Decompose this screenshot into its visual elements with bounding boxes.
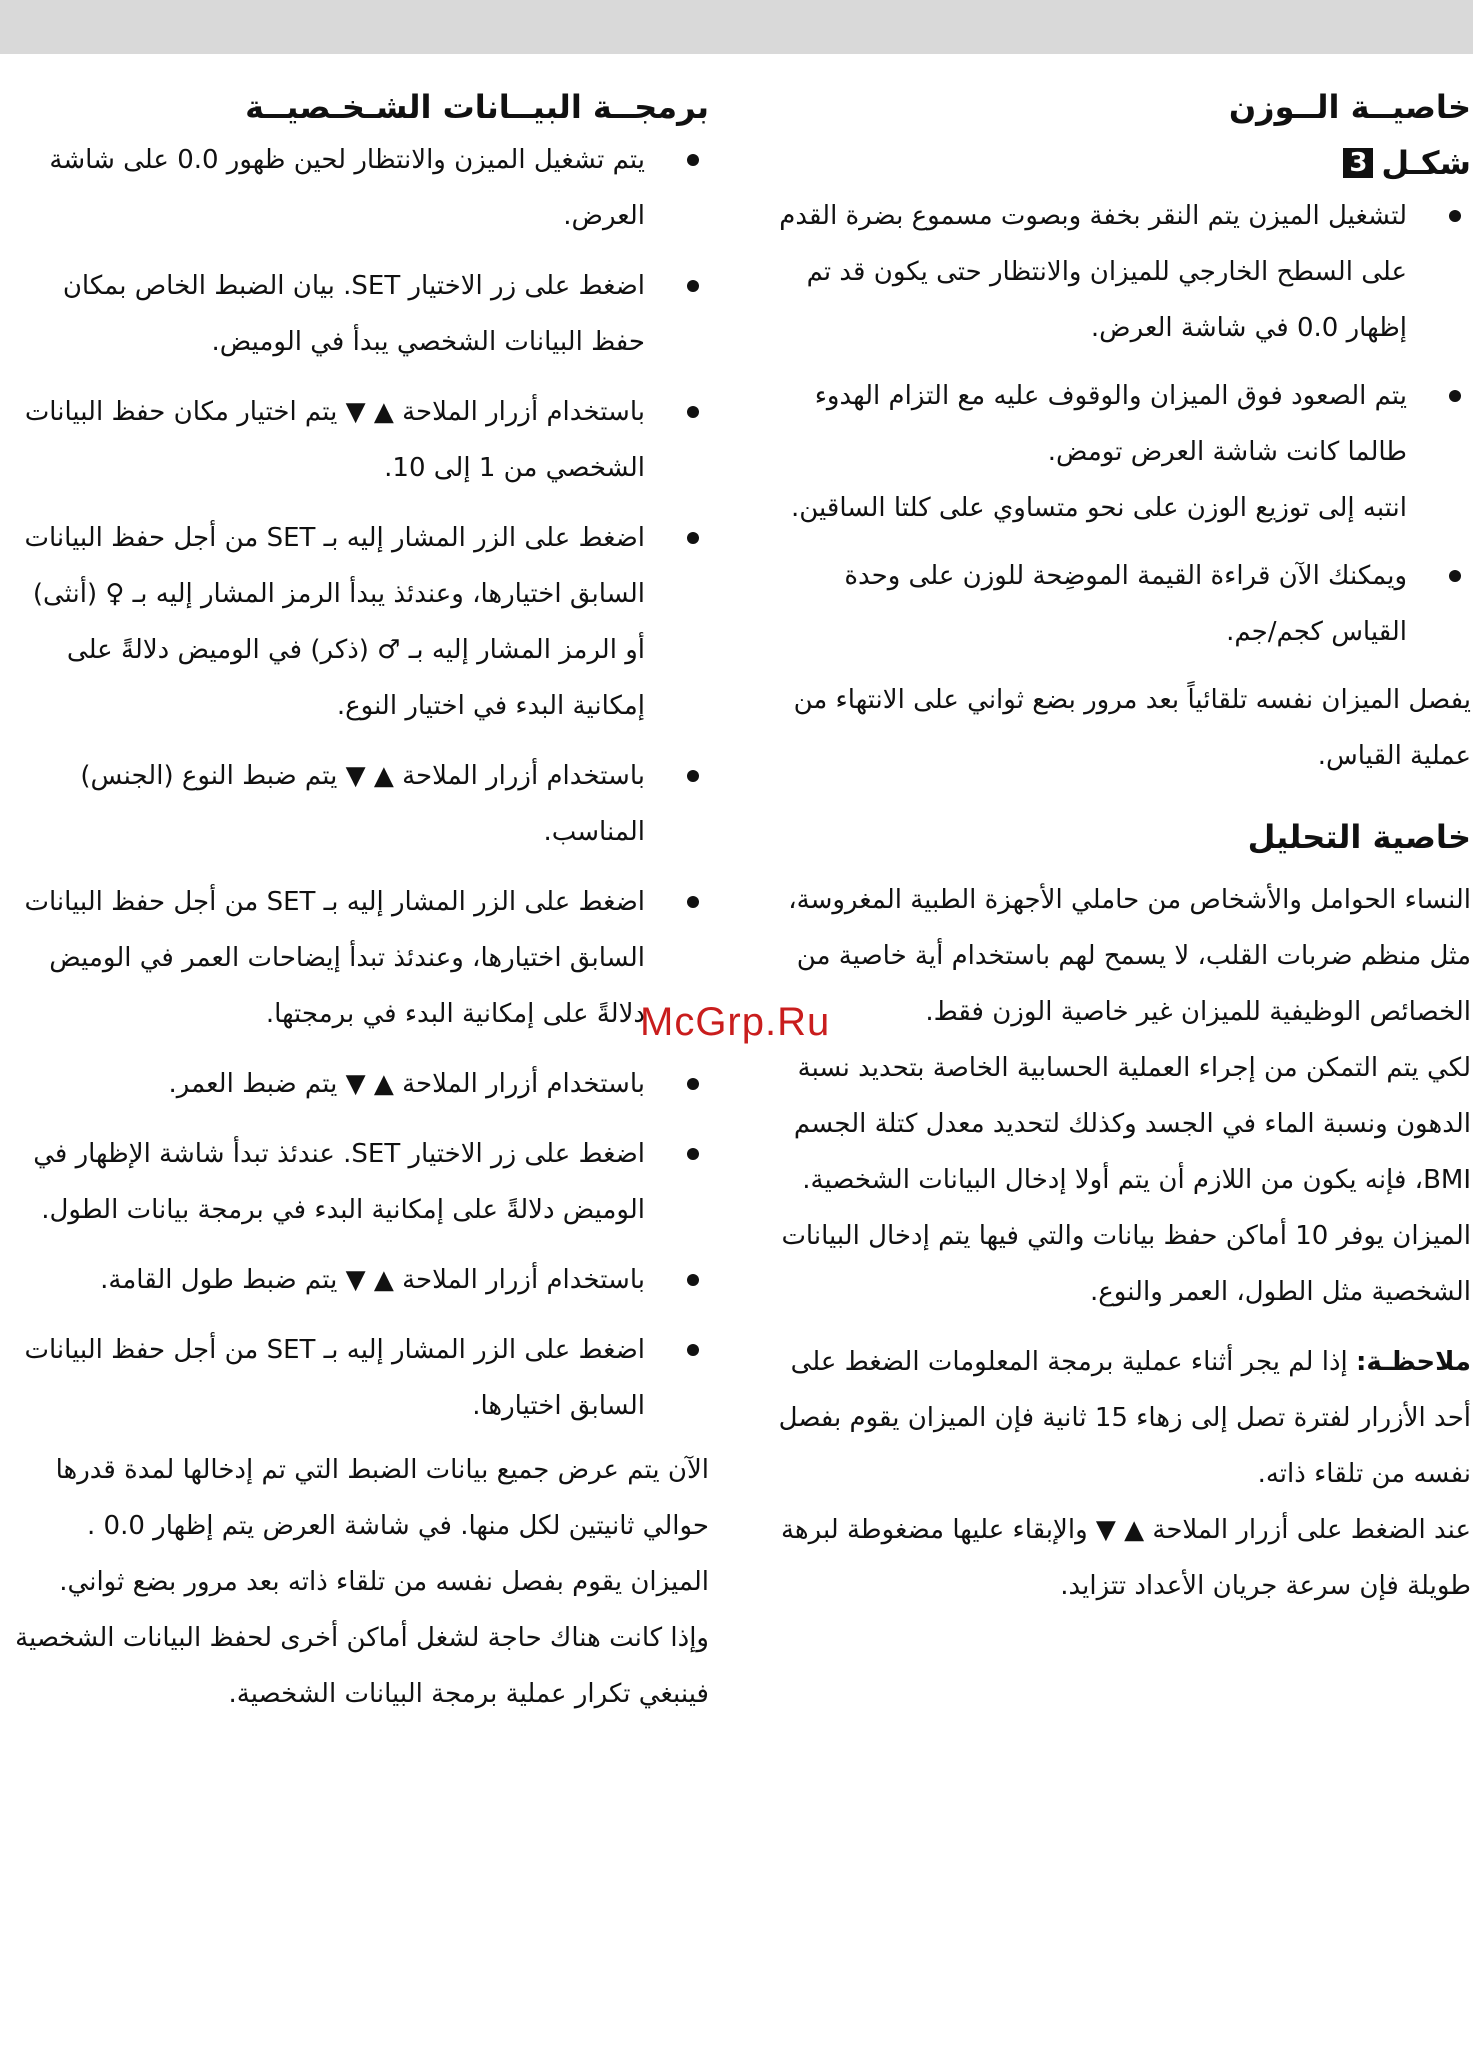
programming-step-5: باستخدام أزرار الملاحة ▲ ▼ يتم ضبط النوع (الجنس) المناسب.: [5, 748, 709, 860]
bullet-dot-icon: [687, 154, 699, 166]
figure-label: شكـل: [1381, 144, 1471, 182]
programming-step-4: اضغط على الزر المشار إليه بـ SET من أجل حفظ البيانات السابق اختيارها، وعندئذ يبدأ الرمز المشار إليه بـ ♀ (أنثى) أو الرمز المشار إليه بـ ♂ (ذكر) في الوميض دلالةً على إمكانية البدء في اختيار النوع.: [5, 510, 709, 734]
note-paragraph: [771, 1334, 1471, 1502]
weight-distribution-note: انتبه إلى توزيع الوزن على نحو متساوي على كلتا الساقين.: [791, 493, 1407, 523]
watermark-text: McGrp.Ru: [640, 1000, 831, 1044]
programming-step-3: باستخدام أزرار الملاحة ▲ ▼ يتم اختيار مكان حفظ البيانات الشخصي من 1 إلى 10.: [5, 384, 709, 496]
figure-number: 3: [1343, 148, 1373, 178]
bullet-dot-icon: [687, 406, 699, 418]
programming-step-8: اضغط على زر الاختيار SET. عندئذ تبدأ شاشة الإظهار في الوميض دلالةً على إمكانية البدء في برمجة بيانات الطول.: [5, 1126, 709, 1238]
bullet-dot-icon: [687, 1344, 699, 1356]
auto-off-paragraph: يفصل الميزان نفسه تلقائياً بعد مرور بضع ثواني على الانتهاء من عملية القياس.: [793, 685, 1471, 771]
top-header-band: [0, 0, 1473, 54]
bullet-dot-icon: [687, 1078, 699, 1090]
weight-step-3: ويمكنك الآن قراءة القيمة الموضِحة للوزن على وحدة القياس كجم/جم.: [771, 548, 1471, 660]
bullet-dot-icon: [687, 280, 699, 292]
weight-feature-column: [771, 82, 1471, 1614]
programming-step-10: اضغط على الزر المشار إليه بـ SET من أجل حفظ البيانات السابق اختيارها.: [5, 1322, 709, 1434]
programming-step-7: باستخدام أزرار الملاحة ▲ ▼ يتم ضبط العمر.: [5, 1056, 709, 1112]
programming-step-1: يتم تشغيل الميزن والانتظار لحين ظهور 0.0 على شاشة العرض.: [5, 132, 709, 244]
analysis-paragraph-1: النساء الحوامل والأشخاص من حاملي الأجهزة الطبية المغروسة، مثل منظم ضربات القلب، لا يسمح لهم باستخدام أية خاصية من الخصائص الوظيفية للميزان غير خاصية الوزن فقط.: [788, 885, 1471, 1027]
bullet-dot-icon: [687, 532, 699, 544]
summary-paragraph-1: الآن يتم عرض جميع بيانات الضبط التي تم إدخالها لمدة قدرها حوالي ثانيتين لكل منها. في شاشة العرض يتم إظهار 0.0 .: [55, 1455, 709, 1541]
weight-feature-title: خاصيــة الــوزن: [1228, 88, 1471, 126]
note-text: إذا لم يجر أثناء عملية برمجة المعلومات الضغط على أحد الأزرار لفترة تصل إلى زهاء 15 ثانية فإن الميزان يقوم بفصل نفسه من تلقاء ذاته.: [778, 1347, 1471, 1489]
note-label: ملاحظـة:: [1356, 1347, 1471, 1377]
summary-paragraph-3: وإذا كانت هناك حاجة لشغل أماكن أخرى لحفظ البيانات الشخصية فينبغي تكرار عملية برمجة البيانات الشخصية.: [15, 1623, 709, 1709]
personal-data-title: برمجــة البيــانات الشـخـصيــة: [245, 88, 709, 126]
figure-reference: [771, 138, 1471, 188]
bullet-dot-icon: [687, 896, 699, 908]
bullet-dot-icon: [1449, 390, 1461, 402]
analysis-paragraph-2: لكي يتم التمكن من إجراء العملية الحسابية الخاصة بتحديد نسبة الدهون ونسبة الماء في الجسد وكذلك لتحديد معدل كتلة الجسم BMI، فإنه يكون من اللازم أن يتم أولا إدخال البيانات الشخصية.: [793, 1053, 1471, 1195]
programming-step-2: اضغط على زر الاختيار SET. بيان الضبط الخاص بمكان حفظ البيانات الشخصي يبدأ في الوميض.: [5, 258, 709, 370]
programming-step-6: اضغط على الزر المشار إليه بـ SET من أجل حفظ البيانات السابق اختيارها، وعندئذ تبدأ إيضاحات العمر في الوميض دلالةً على إمكانية البدء في برمجتها.: [5, 874, 709, 1042]
programming-step-9: باستخدام أزرار الملاحة ▲ ▼ يتم ضبط طول القامة.: [5, 1252, 709, 1308]
bullet-dot-icon: [1449, 570, 1461, 582]
arrows-paragraph: عند الضغط على أزرار الملاحة ▲ ▼ والإبقاء عليها مضغوطة لبرهة طويلة فإن سرعة جريان الأعداد تتزايد.: [780, 1515, 1471, 1601]
analysis-paragraph-3: الميزان يوفر 10 أماكن حفظ بيانات والتي فيها يتم إدخال البيانات الشخصية مثل الطول، العمر والنوع.: [781, 1221, 1471, 1307]
bullet-dot-icon: [1449, 210, 1461, 222]
bullet-dot-icon: [687, 1148, 699, 1160]
weight-steps-list: [771, 188, 1471, 660]
weight-step-1: لتشغيل الميزن يتم النقر بخفة وبصوت مسموع بضرة القدم على السطح الخارجي للميزان والانتظار حتى يكون قد تم إظهار 0.0 في شاشة العرض.: [771, 188, 1471, 356]
personal-data-column: [5, 82, 709, 1722]
summary-paragraph-2: الميزان يقوم بفصل نفسه من تلقاء ذاته بعد مرور بضع ثواني.: [59, 1567, 709, 1597]
bullet-dot-icon: [687, 1274, 699, 1286]
programming-steps-list: [5, 132, 709, 1434]
bullet-dot-icon: [687, 770, 699, 782]
analysis-feature-title: خاصية التحليل: [1247, 818, 1471, 856]
weight-step-2: يتم الصعود فوق الميزان والوقوف عليه مع التزام الهدوء طالما كانت شاشة العرض تومض. انتبه إلى توزيع الوزن على نحو متساوي على كلتا الساقين.: [771, 368, 1471, 536]
